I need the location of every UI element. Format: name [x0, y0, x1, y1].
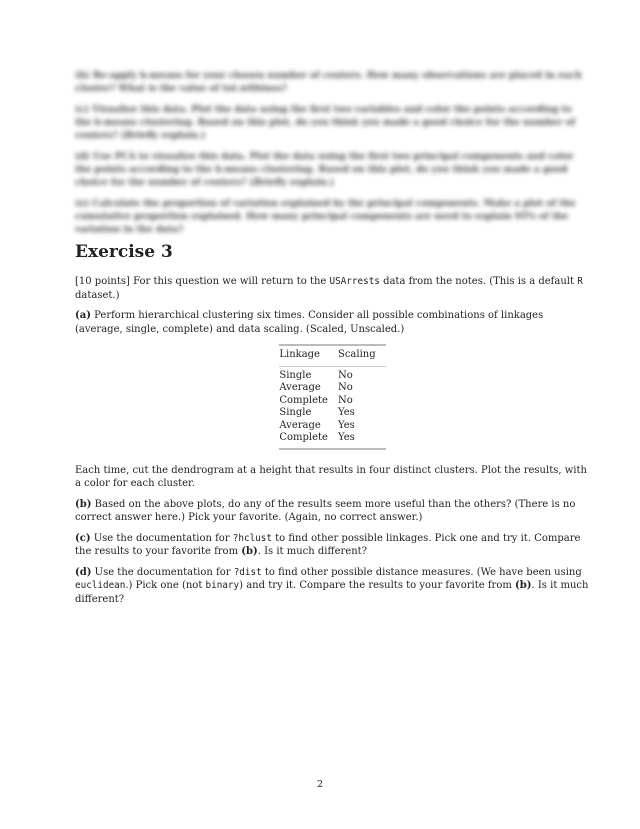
- table-row: [279, 407, 385, 420]
- part-c: [75, 532, 590, 559]
- part-b: [75, 498, 590, 525]
- cell-scaling: Yes: [337, 407, 355, 418]
- linkage-scaling-table: [279, 344, 385, 450]
- header-scaling: Scaling: [338, 345, 386, 366]
- hclust-code: ?hclust: [232, 532, 272, 544]
- cell-linkage: Average: [279, 382, 321, 393]
- part-a: [75, 309, 590, 336]
- cell-linkage: Complete: [279, 394, 328, 406]
- blurred-paragraph: (e) Calculate the proportion of variation explained by the principal components. Make a plot of the cumulative proportion explained. How many principal components are need to explain 95% of the variation in the data?: [75, 199, 576, 235]
- exercise-heading: Exercise 3: [75, 242, 173, 262]
- part-b-label: (b): [75, 498, 92, 510]
- cell-linkage: Single: [279, 369, 312, 381]
- part-d-text: Use the documentation for: [91, 566, 231, 578]
- part-d-text: .) Pick one (not: [125, 580, 203, 591]
- cell-linkage: Complete: [279, 432, 338, 449]
- blurred-paragraph: (d) Use PCA to visualize this data. Plot the data using the first two principal components and color the points according to the k-means clustering. Based on this plot, do you think you made a good choice for the number of centers? (Briefly explain.): [75, 152, 574, 188]
- intro-paragraph: [75, 275, 590, 302]
- part-c-text: Use the documentation for: [90, 532, 230, 544]
- part-b-text: Based on the above plots, do any of the results seem more useful than the others? (There is no correct answer here.) Pick your favorite. (Again, no correct answer.): [75, 498, 576, 523]
- binary-code: binary: [205, 580, 240, 591]
- after-table-paragraph: Each time, cut the dendrogram at a height that results in four distinct clusters. Plot the results, with a color for each cluster.: [75, 464, 587, 489]
- header-linkage: Linkage: [279, 345, 338, 366]
- part-d-text: to find other possible distance measures. (We have been using: [261, 566, 582, 578]
- part-c-text: . Is it much different?: [257, 546, 368, 557]
- part-d-text: ) and try it. Compare the results to your favorite from: [239, 580, 512, 591]
- table-row: [279, 420, 385, 433]
- intro-text: For this question we will return to the: [129, 276, 327, 287]
- part-b-reference: (b): [515, 580, 532, 591]
- intro-text: dataset.): [75, 289, 120, 301]
- cell-scaling: No: [337, 369, 353, 381]
- part-c-label: (c): [75, 532, 91, 544]
- part-a-text: Perform hierarchical clustering six times. Consider all possible combinations of linkages (average, single, complete) and data scaling. (Scaled, Unscaled.): [75, 310, 544, 335]
- cell-scaling: No: [337, 382, 353, 393]
- part-d-label: (d): [75, 566, 92, 578]
- blurred-paragraph: (c) Visualize this data. Plot the data using the first two variables and color the points according to the k-means clustering. Based on this plot, do you think you made a good choice for the number of centers? (Briefly explain.): [75, 105, 576, 141]
- cell-linkage: Single: [279, 407, 312, 418]
- cell-scaling: Yes: [338, 432, 386, 449]
- part-a-label: (a): [75, 310, 91, 321]
- cell-linkage: Average: [279, 419, 321, 431]
- exercise-body: [75, 275, 590, 613]
- part-d: [75, 566, 590, 607]
- dataset-code: USArrests: [329, 276, 380, 287]
- table-row: [279, 432, 385, 449]
- cell-scaling: Yes: [337, 419, 355, 431]
- points-label: [10 points]: [75, 276, 130, 287]
- euclidean-code: euclidean: [75, 580, 126, 591]
- table-row: [279, 395, 385, 408]
- table-row: [279, 366, 385, 382]
- language-code: R: [577, 276, 583, 287]
- intro-text: data from the notes. (This is a default: [379, 276, 575, 287]
- part-b-reference: (b): [241, 546, 258, 557]
- table-row: [279, 382, 385, 395]
- dist-code: ?dist: [233, 566, 262, 578]
- table-header-row: [279, 345, 385, 366]
- cell-scaling: No: [337, 394, 353, 406]
- part-d-text: . Is it much different?: [75, 580, 589, 605]
- part-c-text: to find other possible linkages. Pick one and try it. Compare the results to your favorite from: [75, 532, 581, 557]
- page-number: 2: [316, 779, 324, 790]
- blurred-paragraph: (b) Re-apply k-means for your chosen number of centers. How many observations are placed in each cluster? What is the value of tot.withinss?: [75, 71, 582, 94]
- blurred-previous-exercise-parts: [75, 70, 590, 245]
